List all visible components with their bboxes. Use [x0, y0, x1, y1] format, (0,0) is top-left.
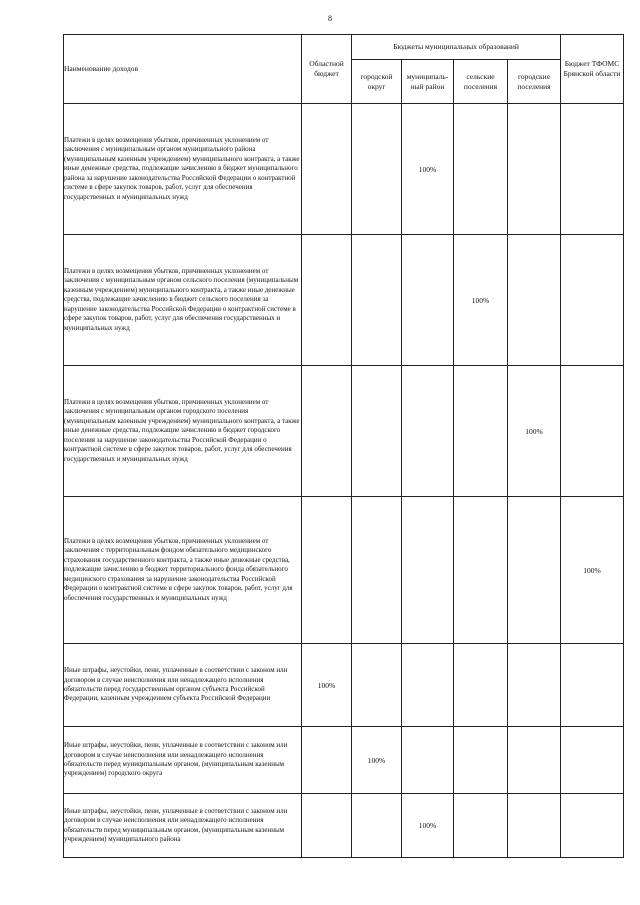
cell-municipal-district — [402, 497, 454, 644]
cell-city-district: 100% — [352, 727, 402, 794]
cell-urban — [508, 794, 561, 858]
table-row — [64, 727, 624, 794]
cell-tfoms — [561, 104, 624, 235]
cell-regional — [302, 235, 352, 366]
header-regional: Областной бюджет — [302, 35, 352, 104]
cell-city-district — [352, 497, 402, 644]
table-row — [64, 497, 624, 644]
cell-city-district — [352, 366, 402, 497]
row-name: Иные штрафы, неустойки, пени, уплаченные в соответствии с законом или договором в случае неисполнения или ненадлежащего исполнения обязательств перед муниципальным органом, (муниципальным казенным учреждением) муниципального района — [64, 794, 302, 858]
row-name: Иные штрафы, неустойки, пени, уплаченные в соответствии с законом или договором в случае неисполнения или ненадлежащего исполнения обязательств перед муниципальным органом, (муниципальным казенным учреждением) городского округа — [64, 727, 302, 794]
cell-regional: 100% — [302, 644, 352, 727]
table-row — [64, 366, 624, 497]
cell-rural — [454, 794, 508, 858]
cell-rural — [454, 644, 508, 727]
cell-city-district — [352, 235, 402, 366]
cell-regional — [302, 104, 352, 235]
revenue-distribution-table — [63, 34, 624, 858]
cell-city-district — [352, 104, 402, 235]
cell-urban — [508, 235, 561, 366]
header-name: Наименование доходов — [64, 35, 302, 104]
cell-regional — [302, 366, 352, 497]
cell-municipal-district: 100% — [402, 794, 454, 858]
cell-tfoms — [561, 794, 624, 858]
cell-rural — [454, 727, 508, 794]
header-municipal-district: муниципаль-ный район — [402, 60, 454, 104]
cell-regional — [302, 794, 352, 858]
row-name: Иные штрафы, неустойки, пени, уплаченные в соответствии с законом или договором в случае неисполнения или ненадлежащего исполнения обязательств перед государственным органом субъекта Российской Федерации, казенным учреждением субъекта Российской Федерации — [64, 644, 302, 727]
header-urban: городские поселения — [508, 60, 561, 104]
row-name: Платежи в целях возмещения убытков, причиненных уклонением от заключения с муниципальным органом сельского поселения (муниципальным казенным учреждением) муниципального контракта, а также иные денежные средства, подлежащие зачислению в бюджет сельского поселения за нарушение законодательства Российской Федерации о контрактной системе в сфере закупок товаров, работ, услуг для обеспечения государственных и муниципальных нужд — [64, 235, 302, 366]
cell-tfoms — [561, 644, 624, 727]
cell-regional — [302, 727, 352, 794]
cell-municipal-district — [402, 727, 454, 794]
header-city-district: городской округ — [352, 60, 402, 104]
table-row — [64, 794, 624, 858]
cell-tfoms: 100% — [561, 497, 624, 644]
cell-city-district — [352, 644, 402, 727]
table-row — [64, 644, 624, 727]
cell-urban — [508, 104, 561, 235]
cell-rural — [454, 104, 508, 235]
cell-municipal-district — [402, 366, 454, 497]
cell-rural: 100% — [454, 235, 508, 366]
cell-urban: 100% — [508, 366, 561, 497]
cell-urban — [508, 497, 561, 644]
cell-municipal-district: 100% — [402, 104, 454, 235]
table-row — [64, 104, 624, 235]
cell-urban — [508, 644, 561, 727]
page-number: 8 — [328, 14, 332, 23]
cell-municipal-district — [402, 235, 454, 366]
row-name: Платежи в целях возмещения убытков, причиненных уклонением от заключения с муниципальным органом муниципального района (муниципальным казенным учреждением) муниципального контракта, а также иные денежные средства, подлежащие зачислению в бюджет муниципального района за нарушение законодательства Российской Федерации о контрактной системе в сфере закупок товаров, работ, услуг для обеспечения государственных и муниципальных нужд — [64, 104, 302, 235]
header-tfoms: Бюджет ТФОМС Брянской области — [561, 35, 624, 104]
cell-rural — [454, 497, 508, 644]
table-row — [64, 235, 624, 366]
cell-tfoms — [561, 366, 624, 497]
header-municipal-group: Бюджеты муниципальных образований — [352, 35, 561, 60]
cell-rural — [454, 366, 508, 497]
row-name: Платежи в целях возмещения убытков, причиненных уклонением от заключения с муниципальным органом городского поселения (муниципальным казенным учреждением) муниципального контракта, а также иные денежные средства, подлежащие зачислению в бюджет городского поселения за нарушение законодательства Российской Федерации о контрактной системе в сфере закупок товаров, работ, услуг для обеспечения государственных и муниципальных нужд — [64, 366, 302, 497]
header-rural: сельские поселения — [454, 60, 508, 104]
cell-tfoms — [561, 727, 624, 794]
cell-tfoms — [561, 235, 624, 366]
cell-urban — [508, 727, 561, 794]
cell-regional — [302, 497, 352, 644]
row-name: Платежи в целях возмещения убытков, причиненных уклонением от заключения с территориальным фондом обязательного медицинского страхования государственного контракта, а также иные денежные средства, подлежащие зачислению в бюджет территориального фонда обязательного медицинского страхования за нарушение законодательства Российской Федерации о контрактной системе в сфере закупок товаров, работ, услуг для обеспечения государственных и муниципальных нужд — [64, 497, 302, 644]
cell-city-district — [352, 794, 402, 858]
cell-municipal-district — [402, 644, 454, 727]
header-row-top — [64, 35, 624, 60]
